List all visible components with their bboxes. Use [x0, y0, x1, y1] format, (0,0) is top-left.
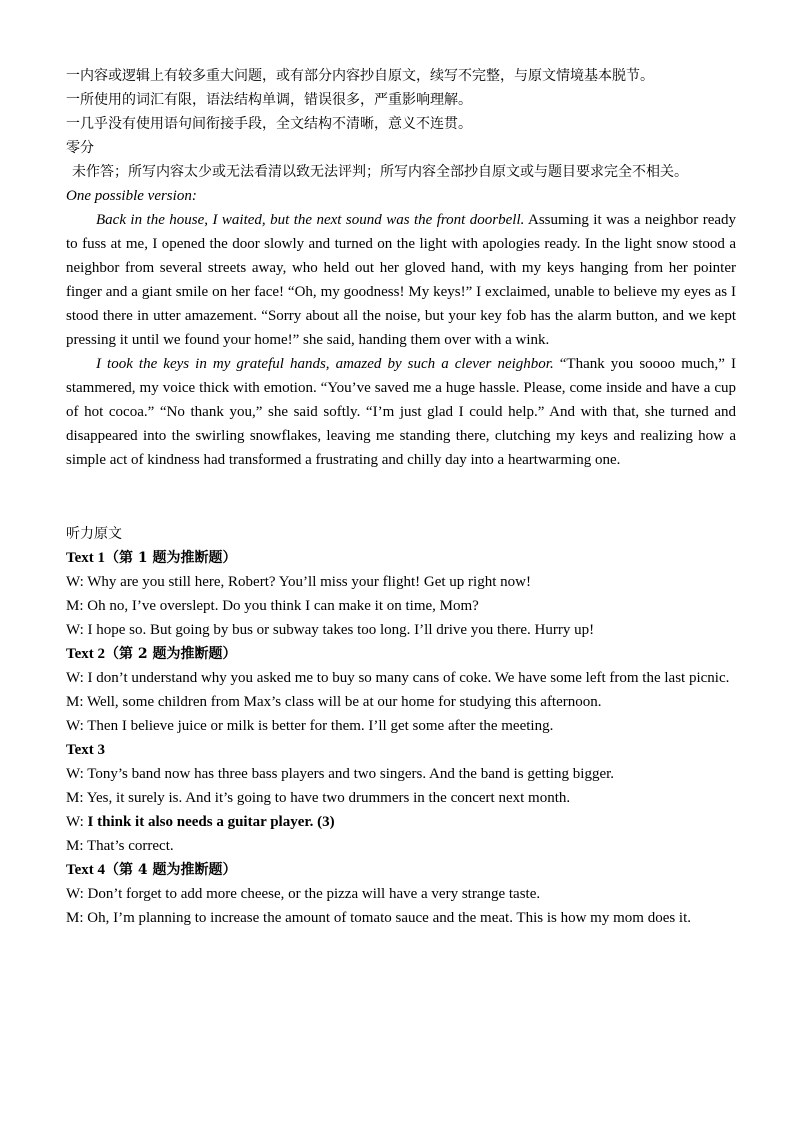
essay-lead-sentence: Back in the house, I waited, but the next sound was the front doorbell. — [96, 212, 525, 228]
text-heading-label: Text 1 — [66, 550, 106, 566]
rubric-zero-description: 未作答；所写内容太少或无法看清以致无法评判；所写内容全部抄自原文或与题目要求完全不相关。 — [72, 164, 688, 180]
text-heading — [66, 642, 736, 666]
dialogue-line: M: Yes, it surely is. And it’s going to have two drummers in the concert next month. — [66, 790, 571, 806]
text-heading-note: （第 4 题为推断题） — [105, 862, 237, 878]
dialogue-line: M: Oh, I’m planning to increase the amount of tomato sauce and the meat. This is how my mom does it. — [66, 910, 692, 926]
essay-paragraph — [66, 208, 736, 352]
rubric-line: 一内容或逻辑上有较多重大问题，或有部分内容抄自原文，续写不完整，与原文情境基本脱节。 — [66, 68, 654, 84]
rubric-line: 一所使用的词汇有限，语法结构单调，错误很多，严重影响理解。 — [66, 92, 472, 108]
rubric-line: 一几乎没有使用语句间衔接手段，全文结构不清晰，意义不连贯。 — [66, 116, 472, 132]
rubric-zero-label: 零分 — [66, 140, 94, 156]
text-heading-label: Text 3 — [66, 742, 106, 758]
listening-section-title: 听力原文 — [66, 526, 122, 542]
text-heading-label: Text 4 — [66, 862, 106, 878]
dialogue-line: W: I hope so. But going by bus or subway takes too long. I’ll drive you there. Hurry up! — [66, 622, 595, 638]
dialogue-line: W: Don’t forget to add more cheese, or the pizza will have a very strange taste. — [66, 886, 541, 902]
text-heading-note: （第 1 题为推断题） — [105, 550, 237, 566]
speaker-label: W: — [66, 814, 88, 830]
essay-lead-sentence: I took the keys in my grateful hands, amazed by such a clever neighbor. — [96, 356, 554, 372]
dialogue-line: M: Oh no, I’ve overslept. Do you think I can make it on time, Mom? — [66, 598, 479, 614]
text-heading-note: （第 2 题为推断题） — [105, 646, 237, 662]
text-heading — [66, 738, 736, 762]
dialogue-line: W: Then I believe juice or milk is better for them. I’ll get some after the meeting. — [66, 718, 554, 734]
section-gap — [66, 472, 736, 522]
document-page — [66, 64, 736, 930]
text-heading-label: Text 2 — [66, 646, 106, 662]
dialogue-line: W: Tony’s band now has three bass players and two singers. And the band is getting bigger. — [66, 766, 615, 782]
text-heading — [66, 858, 736, 882]
essay-paragraph — [66, 352, 736, 472]
dialogue-line: W: Why are you still here, Robert? You’ll miss your flight! Get up right now! — [66, 574, 531, 590]
dialogue-line-answer — [66, 810, 736, 834]
dialogue-line: M: Well, some children from Max’s class will be at our home for studying this afternoon. — [66, 694, 602, 710]
essay-body-text: Assuming it was a neighbor ready to fuss at me, I opened the door slowly and turned on the light with apologies ready. In the light snow stood a neighbor from several streets away, who held out her gloved hand, with my keys hanging from her pointer finger and a giant smile on her face! “Oh, my goodness! My keys!” I exclaimed, unable to believe my eyes as I stood there in utter amazement. “Sorry about all the noise, but your key fob has the alarm button, and we kept pressing it until we found your home!” she said, handing them over with a wink. — [66, 212, 737, 348]
answer-text: I think it also needs a guitar player. (3) — [87, 814, 335, 830]
essay-body-text: “Thank you soooo much,” I stammered, my voice thick with emotion. “You’ve saved me a huge hassle. Please, come inside and have a cup of hot cocoa.” “No thank you,” she said softly. “I’m just glad I could help.” And with that, she turned and disappeared into the swirling snowflakes, leaving me standing there, clutching my keys and realizing how a simple act of kindness had transformed a frustrating and chilly day into a heartwarming one. — [66, 356, 736, 468]
essay-label: One possible version: — [66, 188, 197, 204]
dialogue-line: M: That’s correct. — [66, 838, 174, 854]
dialogue-line: W: I don’t understand why you asked me to buy so many cans of coke. We have some left from the last picnic. — [66, 670, 730, 686]
text-heading — [66, 546, 736, 570]
